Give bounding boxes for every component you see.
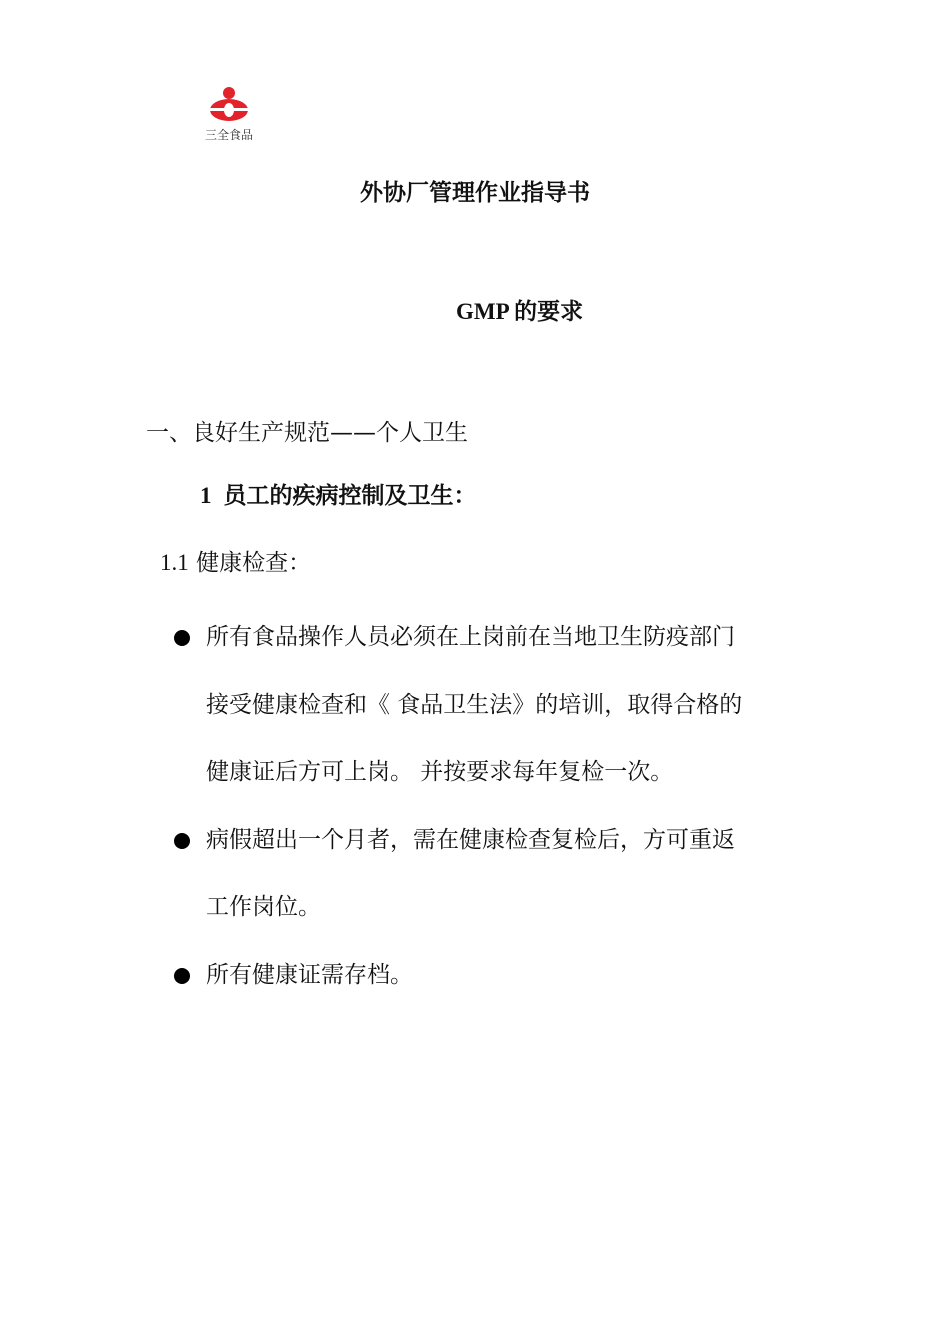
company-logo — [196, 86, 266, 146]
bullet-line: 所有食品操作人员必须在上岗前在当地卫生防疫部门 — [206, 624, 735, 650]
sub-sub-heading-number: 1.1 — [160, 550, 189, 575]
sub-heading-text: 员工的疾病控制及卫生： — [223, 483, 477, 509]
bullet-line: 健康证后方可上岗。 并按要求每年复检一次。 — [206, 759, 674, 785]
sub-heading — [200, 477, 477, 510]
logo-mark-icon — [206, 86, 252, 126]
sub-sub-heading-text: 健康检查： — [196, 550, 312, 576]
sub-heading-number: 1 — [200, 483, 212, 508]
bullet-icon — [174, 968, 190, 984]
gmp-heading — [456, 293, 583, 326]
gmp-heading-cjk: 的要求 — [514, 299, 584, 325]
bullet-icon — [174, 833, 190, 849]
document-title: 外协厂管理作业指导书 — [360, 180, 590, 206]
sub-sub-heading — [160, 544, 311, 577]
bullet-line: 接受健康检查和《 食品卫生法》的培训，取得合格的 — [206, 691, 743, 718]
section-heading: 一、良好生产规范——个人卫生 — [146, 420, 468, 446]
list-item — [172, 604, 812, 807]
list-item — [172, 807, 812, 942]
logo-text: 三全食品 — [204, 128, 253, 142]
bullet-line: 工作岗位。 — [206, 894, 321, 920]
bullet-line: 病假超出一个月者，需在健康检查复检后，方可重返 — [206, 826, 735, 853]
bullet-line: 所有健康证需存档。 — [206, 961, 413, 988]
bullet-icon — [174, 630, 190, 646]
bullet-list — [172, 604, 812, 1009]
gmp-heading-latin: GMP — [456, 299, 509, 324]
list-item — [172, 942, 812, 1010]
